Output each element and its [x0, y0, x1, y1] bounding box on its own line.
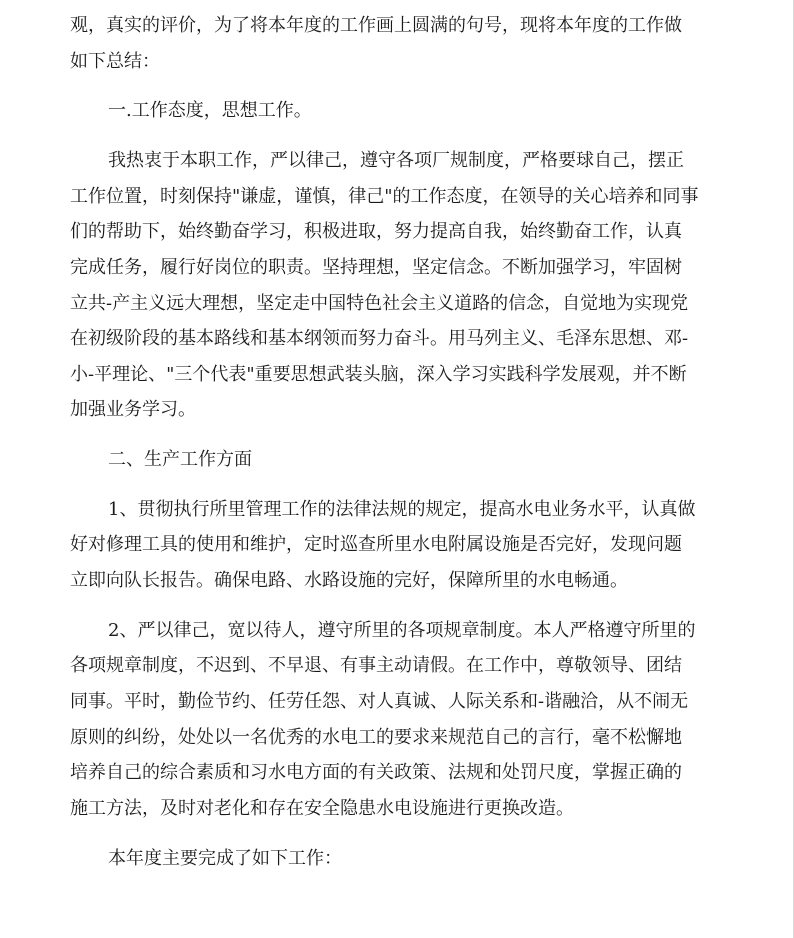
text-line: 立共-产主义远大理想，坚定走中国特色社会主义道路的信念，自觉地为实现党: [70, 292, 689, 314]
text-line: 小-平理论、"三个代表"重要思想武装头脑，深入学习实践科学发展观，并不断: [70, 363, 687, 385]
text-line: 如下总结：: [70, 50, 160, 72]
text-line: 我热衷于本职工作，严以律己，遵守各项厂规制度，严格要球自己，摆正: [108, 150, 684, 172]
section-heading: 二、生产工作方面: [108, 449, 252, 471]
text-line: 加强业务学习。: [70, 399, 196, 421]
text-line: 在初级阶段的基本路线和基本纲领而努力奋斗。用马列主义、毛泽东思想、邓-: [70, 328, 689, 350]
item1-paragraph: [70, 492, 720, 599]
text-line: 2、严以律己，宽以待人，遵守所里的各项规章制度。本人严格遵守所里的: [108, 619, 696, 641]
text-line: 立即向队长报告。确保电路、水路设施的完好，保障所里的水电畅通。: [70, 570, 628, 592]
text-line: 观，真实的评价，为了将本年度的工作画上圆满的句号，现将本年度的工作做: [70, 15, 682, 36]
document-body: [70, 8, 720, 876]
text-line: 完成任务，履行好岗位的职责。坚持理想，坚定信念。不断加强学习，牢固树: [70, 256, 682, 278]
text-line: 1、贯彻执行所里管理工作的法律法规的规定，提高水电业务水平，认真做: [108, 498, 696, 520]
text-line: 各项规章制度，不迟到、不早退、有事主动请假。在工作中，尊敬领导、团结: [70, 655, 682, 677]
section1-paragraph: [70, 143, 720, 428]
text-line: 同事。平时，勤俭节约、任劳任怨、对人真诚、人际关系和-谐融洽，从不闹无: [70, 691, 689, 713]
intro-paragraph: [70, 8, 720, 79]
item2-paragraph: [70, 613, 720, 827]
closing-line: 本年度主要完成了如下工作：: [108, 847, 342, 869]
text-line: 好对修理工具的使用和维护，定时巡查所里水电附属设施是否完好，发现问题: [70, 534, 682, 556]
section-heading: 一.工作态度，思想工作。: [108, 100, 312, 122]
text-line: 施工方法，及时对老化和存在安全隐患水电设施进行更换改造。: [70, 797, 574, 819]
text-line: 工作位置，时刻保持"谦虚，谨慎，律己"的工作态度，在领导的关心培养和同事: [70, 185, 699, 207]
text-line: 们的帮助下，始终勤奋学习，积极进取，努力提高自我，始终勤奋工作，认真: [70, 221, 682, 243]
text-line: 原则的纠纷，处处以一名优秀的水电工的要求来规范自己的言行，毫不松懈地: [70, 726, 682, 748]
text-line: 培养自己的综合素质和习水电方面的有关政策、法规和处罚尺度，掌握正确的: [70, 762, 682, 784]
